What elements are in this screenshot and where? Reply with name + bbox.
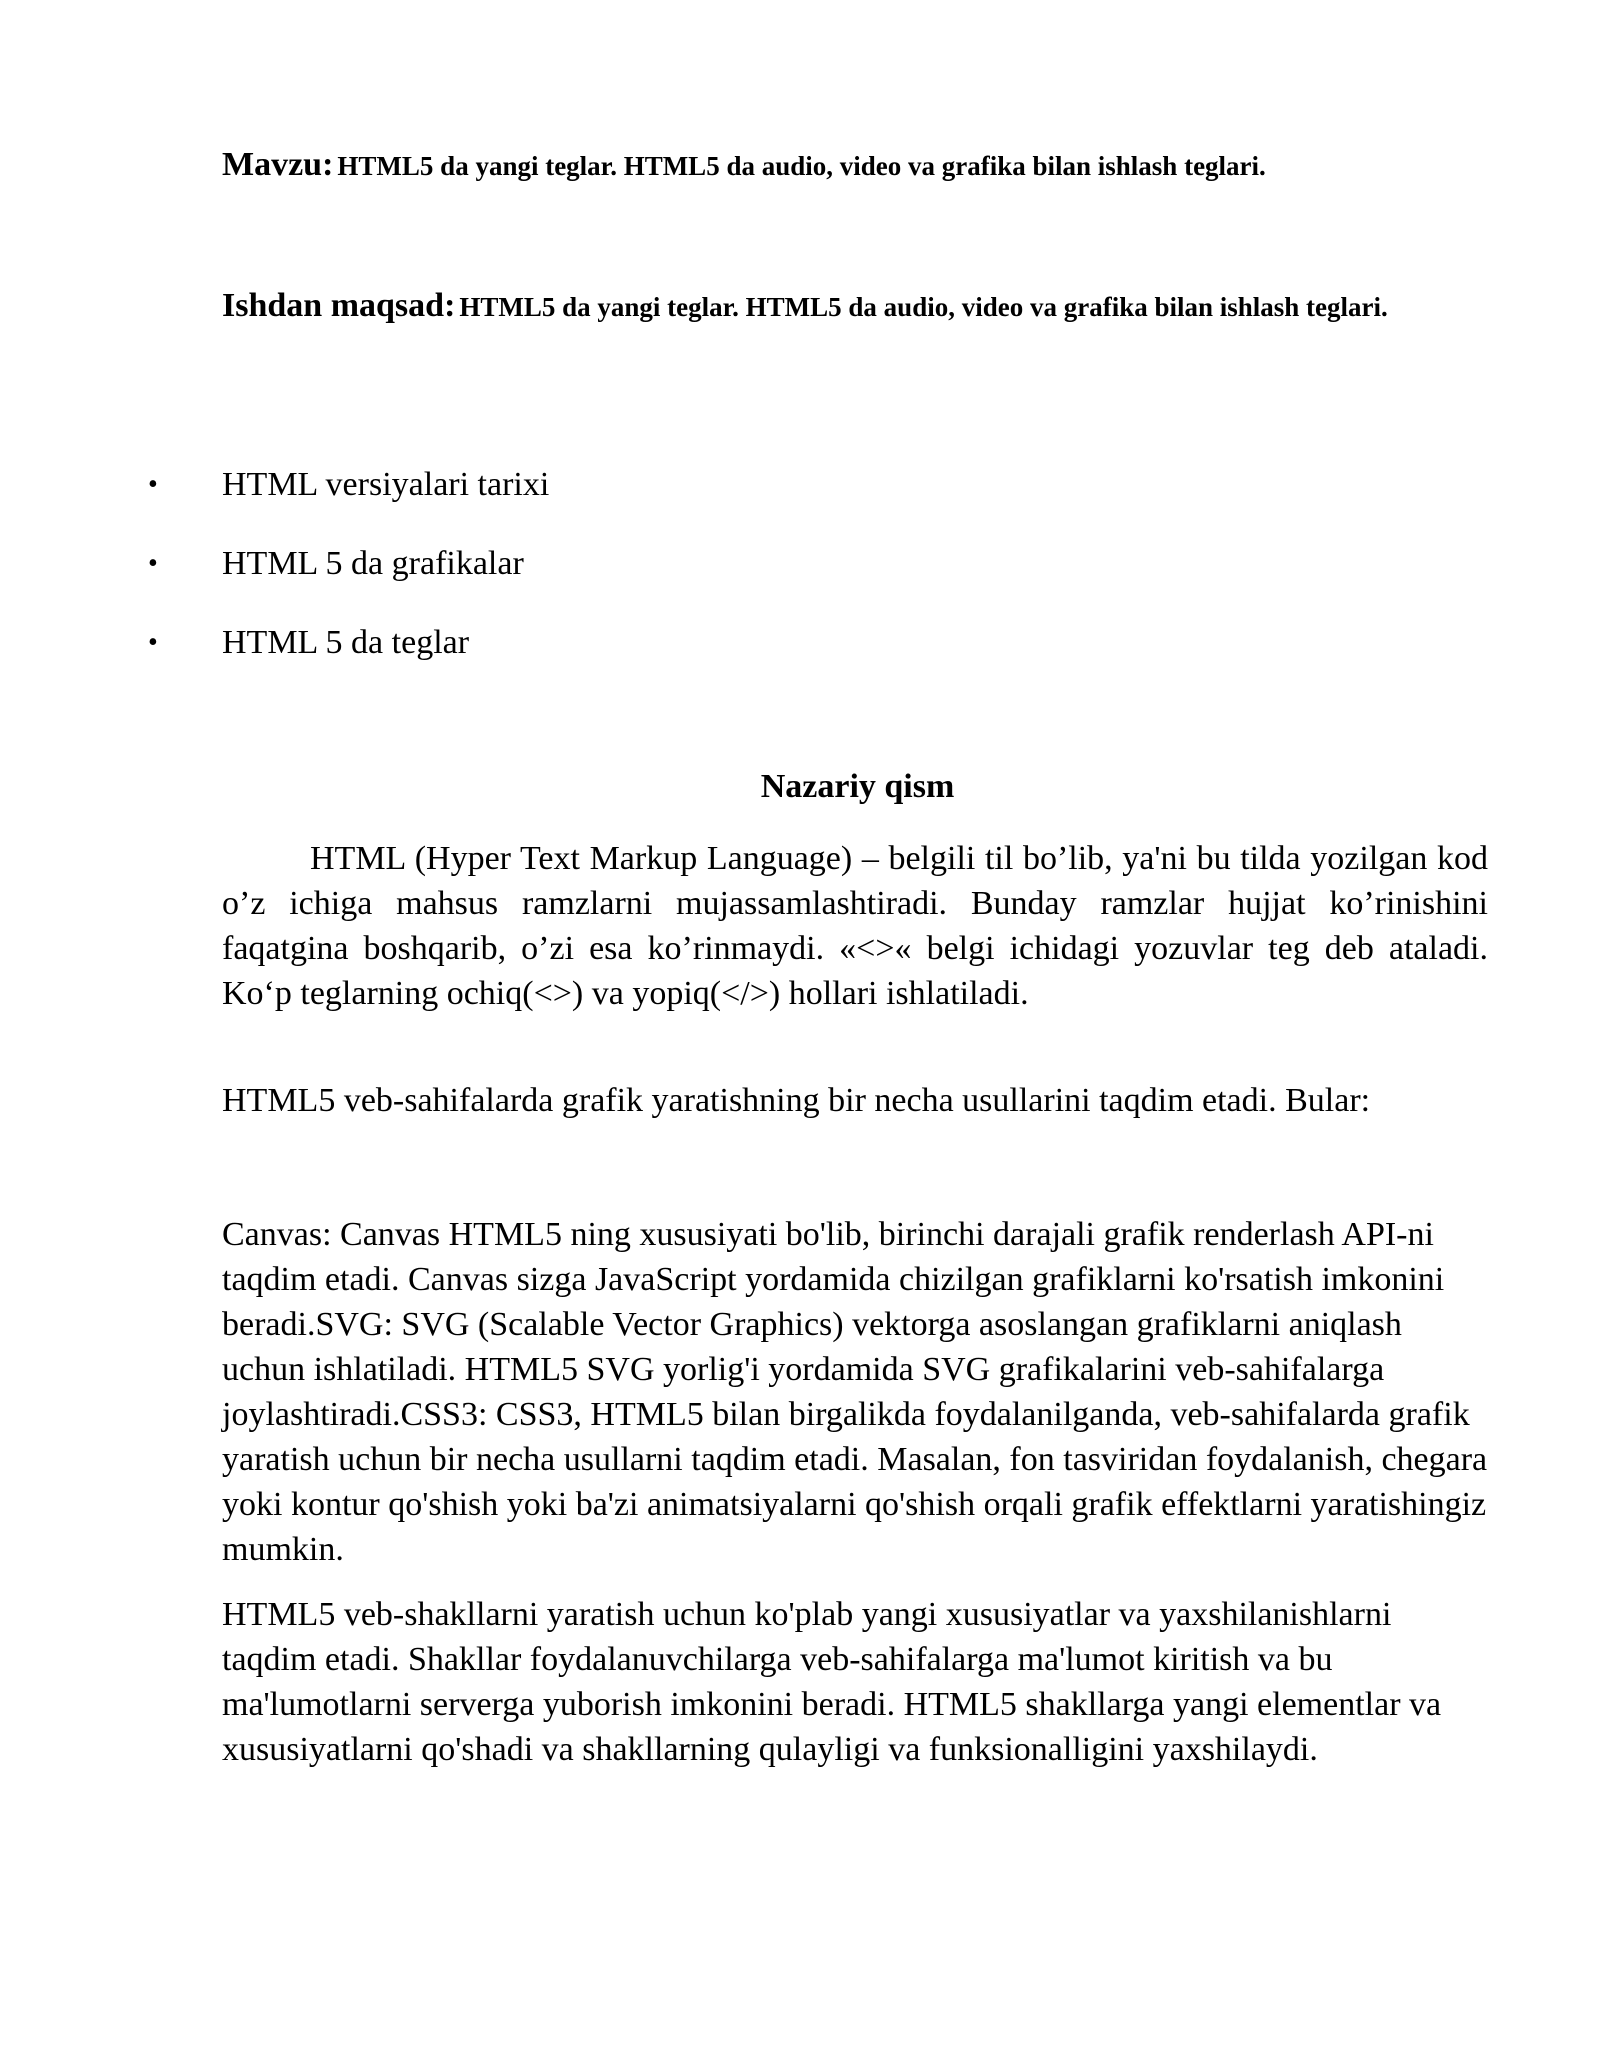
paragraph-html-definition: HTML (Hyper Text Markup Language) – belgili til bo’lib, ya'ni bu tilda yozilgan kod o’z ichiga mahsus ramzlarni mujassamlashtiradi. Bunday ramzlar hujjat ko’rinishini faqatgina boshqarib, o’zi esa ko’rinmaydi. «<>« belgi ichidagi yozuvlar teg deb ataladi. Ko‘p teglarning ochiq(<>) va yopiq(</>) hollari ishlatiladi.	[222, 840, 1488, 1012]
topic-line	[222, 145, 1492, 186]
goal-label: Ishdan maqsad:	[222, 287, 456, 324]
topic-label: Mavzu:	[222, 146, 334, 183]
bullet-icon: •	[148, 627, 158, 658]
list-item-text: HTML 5 da teglar	[222, 624, 470, 661]
bullet-icon: •	[148, 548, 158, 579]
goal-line	[222, 287, 1487, 331]
list-item-text: HTML versiyalari tarixi	[222, 466, 550, 503]
section-title: Nazariy qism	[760, 768, 955, 805]
goal-text: HTML5 da yangi teglar. HTML5 da audio, video va grafika bilan ishlash teglari.	[459, 292, 1388, 322]
bullet-icon: •	[148, 469, 158, 500]
paragraph-forms: HTML5 veb-shakllarni yaratish uchun ko'plab yangi xususiyatlar va yaxshilanishlarni taqdim etadi. Shakllar foydalanuvchilarga veb-sahifalarga ma'lumot kiritish va bu ma'lumotlarni serverga yuborish imkonini beradi. HTML5 shakllarga yangi elementlar va xususiyatlarni qo'shadi va shakllarning qulayligi va funksionalligini yaxshilaydi.	[222, 1596, 1442, 1768]
paragraph-canvas-svg-css: Canvas: Canvas HTML5 ning xususiyati bo'lib, birinchi darajali grafik renderlash API-ni taqdim etadi. Canvas sizga JavaScript yordamida chizilgan grafiklarni ko'rsatish imkonini beradi.SVG: SVG (Scalable Vector Graphics) vektorga asoslangan grafiklarni aniqlash uchun ishlatiladi. HTML5 SVG yorlig'i yordamida SVG grafikalarini veb-sahifalarga joylashtiradi.CSS3: CSS3, HTML5 bilan birgalikda foydalanilganda, veb-sahifalarda grafik yaratish uchun bir necha usullarni taqdim etadi. Masalan, fon tasviridan foydalanish, chegara yoki kontur qo'shish yoki ba'zi animatsiyalarni qo'shish orqali grafik effektlarni yaratishingiz mumkin.	[222, 1216, 1488, 1568]
topic-text: HTML5 da yangi teglar. HTML5 da audio, video va grafika bilan ishlash teglari.	[337, 151, 1266, 181]
list-item-text: HTML 5 da grafikalar	[222, 545, 524, 582]
paragraph-graphics-intro: HTML5 veb-sahifalarda grafik yaratishning bir necha usullarini taqdim etadi. Bular:	[222, 1082, 1371, 1119]
